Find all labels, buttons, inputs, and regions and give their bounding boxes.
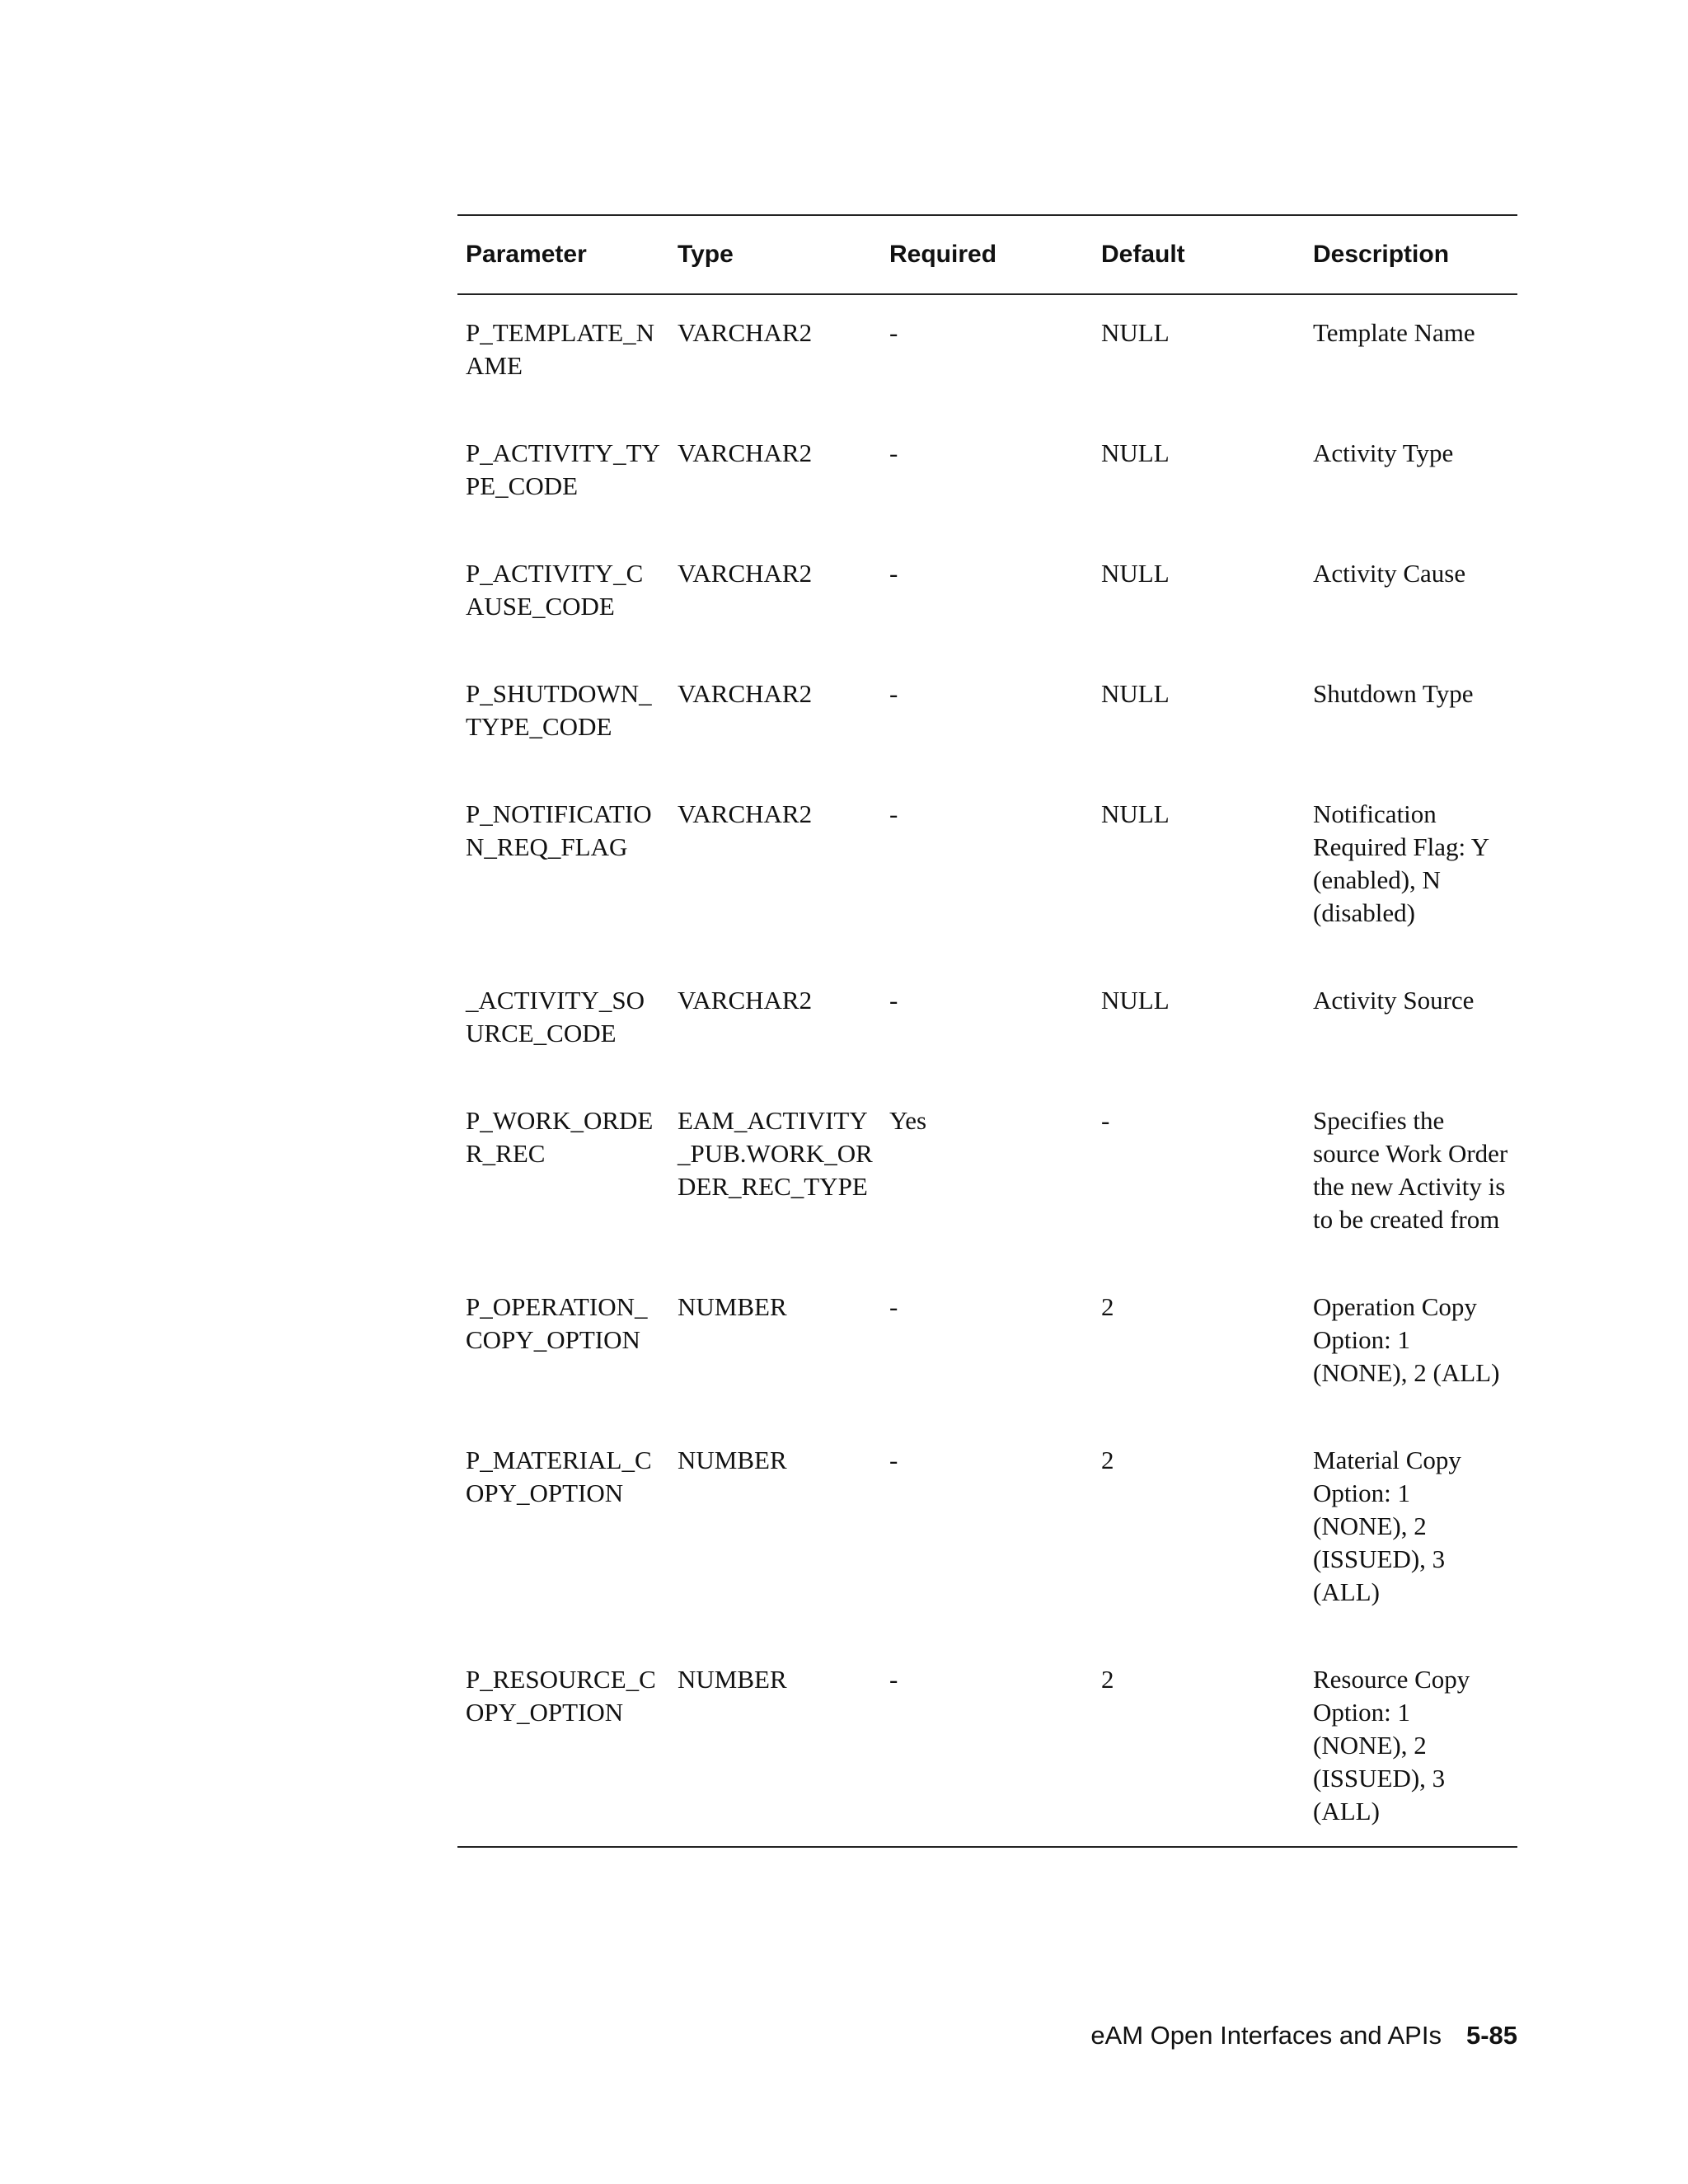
parameter-table-container <box>457 214 1517 1848</box>
cell-required: - <box>889 318 898 347</box>
cell-description: Operation Copy Option: 1 (NONE), 2 (ALL) <box>1313 1292 1500 1387</box>
table-row <box>457 414 1517 534</box>
cell-required: - <box>889 799 898 828</box>
cell-type: VARCHAR2 <box>678 559 813 588</box>
cell-type: NUMBER <box>678 1446 787 1474</box>
cell-parameter: P_SHUTDOWN_TYPE_CODE <box>466 679 652 741</box>
table-row <box>457 1081 1517 1268</box>
cell-default: 2 <box>1101 1446 1114 1474</box>
parameter-table <box>457 216 1517 1846</box>
page-number: 5-85 <box>1465 2021 1517 2050</box>
cell-required: Yes <box>889 1106 927 1135</box>
cell-required: - <box>889 438 898 467</box>
table-row <box>457 534 1517 654</box>
cell-type: VARCHAR2 <box>678 318 813 347</box>
cell-default: NULL <box>1101 986 1170 1015</box>
footer-title: eAM Open Interfaces and APIs <box>1090 2021 1442 2050</box>
table-row <box>457 294 1517 414</box>
table-row <box>457 1268 1517 1421</box>
cell-parameter: P_RESOURCE_COPY_OPTION <box>466 1665 656 1727</box>
cell-type: EAM_ACTIVITY_PUB.WORK_ORDER_REC_TYPE <box>678 1106 873 1201</box>
header-type: Type <box>669 216 881 294</box>
cell-required: - <box>889 1446 898 1474</box>
header-required: Required <box>881 216 1093 294</box>
cell-parameter: P_MATERIAL_COPY_OPTION <box>466 1446 652 1507</box>
table-header <box>457 216 1517 294</box>
cell-description: Specifies the source Work Order the new Activity is to be created from <box>1313 1106 1508 1234</box>
cell-default: 2 <box>1101 1665 1114 1694</box>
cell-required: - <box>889 1665 898 1694</box>
cell-parameter: P_TEMPLATE_NAME <box>466 318 655 380</box>
cell-type: NUMBER <box>678 1665 787 1694</box>
cell-parameter: P_OPERATION_COPY_OPTION <box>466 1292 648 1354</box>
cell-description: Material Copy Option: 1 (NONE), 2 (ISSUED), 3 (ALL) <box>1313 1446 1461 1606</box>
cell-description: Template Name <box>1313 318 1475 347</box>
cell-parameter: _ACTIVITY_SOURCE_CODE <box>466 986 645 1047</box>
header-description: Description <box>1305 216 1517 294</box>
cell-type: VARCHAR2 <box>678 986 813 1015</box>
cell-required: - <box>889 986 898 1015</box>
cell-parameter: P_NOTIFICATION_REQ_FLAG <box>466 799 652 861</box>
table-row <box>457 961 1517 1081</box>
cell-description: Activity Cause <box>1313 559 1466 588</box>
table-row <box>457 1640 1517 1846</box>
page-footer <box>1090 2021 1517 2050</box>
cell-parameter: P_ACTIVITY_CAUSE_CODE <box>466 559 644 621</box>
cell-description: Shutdown Type <box>1313 679 1474 708</box>
cell-required: - <box>889 679 898 708</box>
cell-description: Resource Copy Option: 1 (NONE), 2 (ISSUED), 3 (ALL) <box>1313 1665 1470 1825</box>
cell-description: Notification Required Flag: Y (enabled), N (disabled) <box>1313 799 1489 927</box>
header-parameter: Parameter <box>457 216 669 294</box>
cell-required: - <box>889 559 898 588</box>
cell-default: 2 <box>1101 1292 1114 1321</box>
cell-default: NULL <box>1101 559 1170 588</box>
cell-required: - <box>889 1292 898 1321</box>
cell-description: Activity Source <box>1313 986 1475 1015</box>
table-row <box>457 775 1517 961</box>
cell-type: VARCHAR2 <box>678 438 813 467</box>
header-default: Default <box>1093 216 1305 294</box>
cell-parameter: P_WORK_ORDER_REC <box>466 1106 654 1168</box>
table-row <box>457 654 1517 775</box>
cell-default: NULL <box>1101 799 1170 828</box>
cell-default: NULL <box>1101 679 1170 708</box>
cell-type: VARCHAR2 <box>678 799 813 828</box>
cell-default: - <box>1101 1106 1110 1135</box>
cell-parameter: P_ACTIVITY_TYPE_CODE <box>466 438 660 500</box>
table-body <box>457 294 1517 1846</box>
cell-default: NULL <box>1101 318 1170 347</box>
cell-default: NULL <box>1101 438 1170 467</box>
table-row <box>457 1421 1517 1640</box>
header-row <box>457 216 1517 294</box>
cell-type: VARCHAR2 <box>678 679 813 708</box>
cell-type: NUMBER <box>678 1292 787 1321</box>
cell-description: Activity Type <box>1313 438 1454 467</box>
